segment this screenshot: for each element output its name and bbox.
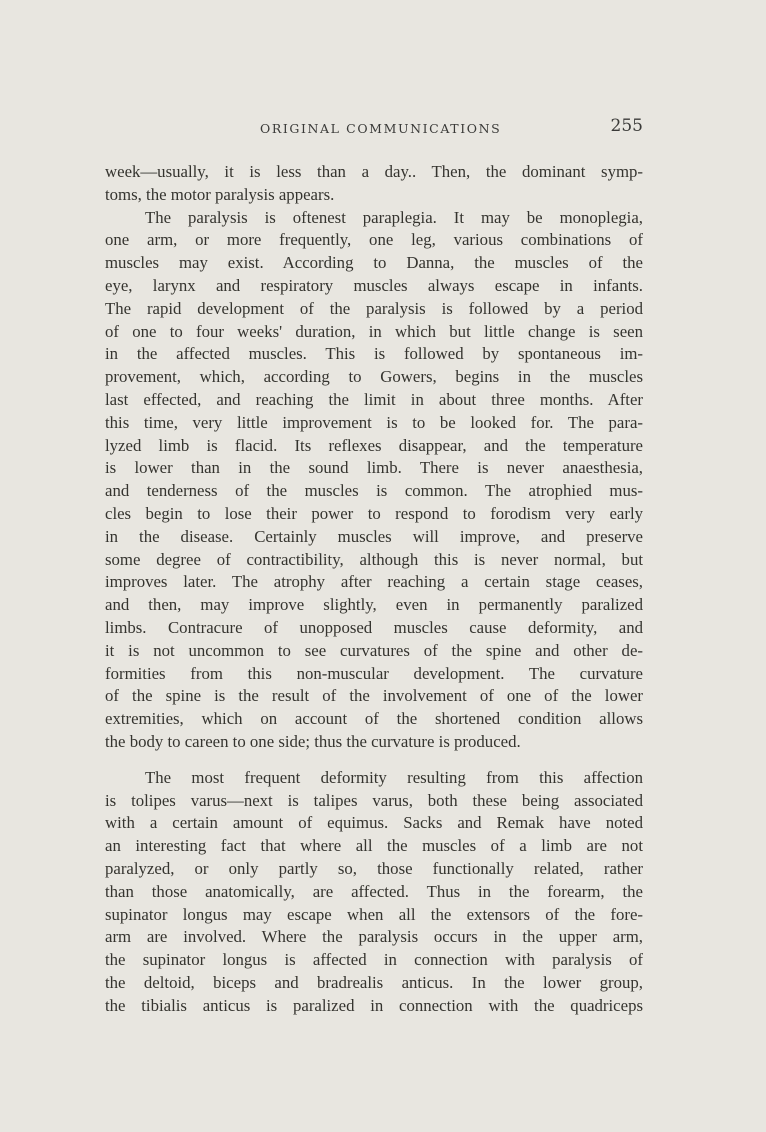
text-line: The paralysis is oftenest paraplegia. It may be monoplegia, <box>145 207 643 227</box>
text-line: paralyzed, or only partly so, those functionally related, rather <box>105 858 643 878</box>
text-line: week—usually, it is less than a day.. Then, the dominant symp- <box>105 162 643 181</box>
text-line: muscles may exist. According to Danna, the muscles of the <box>105 253 643 273</box>
text-line: in the disease. Certainly muscles will improve, and preserve <box>105 526 643 546</box>
text-line: than those anatomically, are affected. Thus in the forearm, the <box>105 881 643 901</box>
text-line: the deltoid, biceps and bradrealis anticus. In the lower group, <box>105 972 643 992</box>
text-line: lyzed limb is flacid. Its reflexes disappear, and the temperature <box>105 435 643 455</box>
text-line: some degree of contractibility, although this is never normal, but <box>105 549 643 569</box>
text-line: limbs. Contracure of unopposed muscles cause deformity, and <box>105 617 643 637</box>
paragraph <box>105 767 643 1018</box>
text-line: the body to careen to one side; thus the curvature is produced. <box>105 731 521 751</box>
body-text <box>105 161 643 1017</box>
text-line: of the spine is the result of the involvement of one of the lower <box>105 686 643 706</box>
text-line: eye, larynx and respiratory muscles always escape in infants. <box>105 275 643 295</box>
text-line: provement, which, according to Gowers, begins in the muscles <box>105 367 643 387</box>
text-line: with a certain amount of equimus. Sacks and Remak have noted <box>105 813 643 833</box>
text-line: improves later. The atrophy after reaching a certain stage ceases, <box>105 572 643 592</box>
text-line: an interesting fact that where all the muscles of a limb are not <box>105 836 643 856</box>
text-line: arm are involved. Where the paralysis occurs in the upper arm, <box>105 927 643 947</box>
text-line: and tenderness of the muscles is common. The atrophied mus- <box>105 481 643 501</box>
text-line: supinator longus may escape when all the extensors of the fore- <box>105 904 643 924</box>
text-line: cles begin to lose their power to respond to forodism very early <box>105 503 643 523</box>
text-line: The most frequent deformity resulting from this affection <box>145 767 643 787</box>
page-number: 255 <box>610 116 643 136</box>
paragraph <box>105 207 643 754</box>
text-line: and then, may improve slightly, even in permanently paralized <box>105 595 643 615</box>
text-line: the supinator longus is affected in connection with paralysis of <box>105 950 643 970</box>
section-title: ORIGINAL COMMUNICATIONS <box>260 121 502 136</box>
text-line: is tolipes varus—next is talipes varus, both these being associated <box>105 790 643 810</box>
text-line: last effected, and reaching the limit in about three months. After <box>105 389 643 409</box>
text-line: one arm, or more frequently, one leg, various combinations of <box>105 230 643 250</box>
text-line: is lower than in the sound limb. There is never anaesthesia, <box>105 458 643 478</box>
text-line: extremities, which on account of the shortened condition allows <box>105 709 643 729</box>
paragraph-gap <box>105 754 643 767</box>
running-head <box>105 116 643 140</box>
paragraph <box>105 161 643 207</box>
text-line: in the affected muscles. This is followed by spontaneous im- <box>105 344 643 364</box>
text-line: of one to four weeks' duration, in which but little change is seen <box>105 321 643 341</box>
text-line: formities from this non-muscular development. The curvature <box>105 663 643 683</box>
text-line: this time, very little improvement is to be looked for. The para- <box>105 412 643 432</box>
text-line: the tibialis anticus is paralized in connection with the quadriceps <box>105 995 643 1015</box>
text-line: The rapid development of the paralysis is followed by a period <box>105 298 643 318</box>
text-line: toms, the motor paralysis appears. <box>105 184 335 204</box>
text-line: it is not uncommon to see curvatures of the spine and other de- <box>105 640 643 660</box>
